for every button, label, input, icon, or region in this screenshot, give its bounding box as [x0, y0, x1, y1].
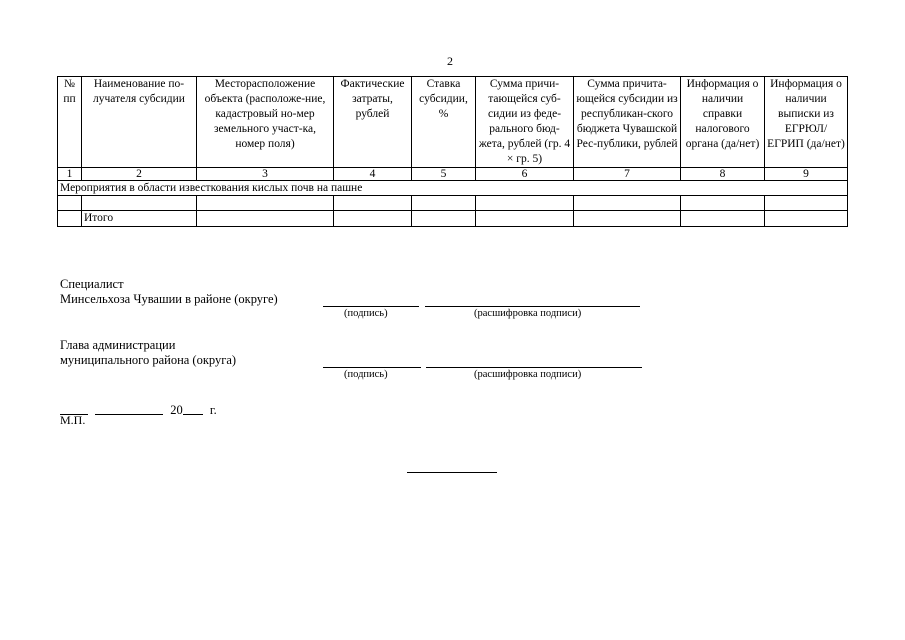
page-number: 2: [447, 54, 453, 68]
header-cell: Месторасположение объекта (расположе-ние, кадастровый но-мер земельного участ-ка, номер поля): [197, 77, 334, 168]
head-org: муниципального района (округа): [60, 353, 237, 367]
header-cell: Сумма причита-ющейся субсидии из республикан-ского бюджета Чувашской Рес-публики, рублей: [574, 77, 681, 168]
column-number: 3: [197, 168, 334, 181]
specialist-org: Минсельхоза Чувашии в районе (округе): [60, 292, 278, 306]
section-row: [58, 181, 848, 196]
column-number: 5: [412, 168, 476, 181]
specialist-signature-line: [323, 306, 419, 307]
head-decoding-caption: (расшифровка подписи): [474, 369, 582, 380]
year-blank: [183, 402, 203, 415]
specialist-title: Специалист: [60, 277, 124, 291]
total-label: Итого: [82, 211, 197, 227]
head-signature-caption: (подпись): [344, 369, 388, 380]
specialist-decoding-caption: (расшифровка подписи): [474, 308, 582, 319]
section-title: Мероприятия в области известкования кислых почв на пашне: [58, 181, 848, 196]
head-signature-line: [323, 367, 421, 368]
total-row: [58, 211, 848, 227]
table-row: [58, 196, 848, 211]
year-prefix: 20: [170, 403, 183, 417]
header-cell: Наименование по-лучателя субсидии: [82, 77, 197, 168]
column-number: 8: [681, 168, 765, 181]
column-number: 2: [82, 168, 197, 181]
month-blank: [95, 402, 163, 415]
header-cell: Ставка субсидии, %: [412, 77, 476, 168]
head-title: Глава администрации: [60, 338, 176, 352]
year-suffix: г.: [209, 403, 217, 417]
column-number: 1: [58, 168, 82, 181]
table-header-row: [58, 77, 848, 168]
column-number: 7: [574, 168, 681, 181]
header-cell: Сумма причи-тающейся суб-сидии из феде-рального бюд-жета, рублей (гр. 4 × гр. 5): [476, 77, 574, 168]
column-number: 9: [765, 168, 848, 181]
footer-separator: [407, 472, 497, 473]
specialist-decoding-line: [425, 306, 640, 307]
header-cell: Фактические затраты, рублей: [334, 77, 412, 168]
specialist-signature-caption: (подпись): [344, 308, 388, 319]
head-decoding-line: [426, 367, 642, 368]
header-cell: № пп: [58, 77, 82, 168]
header-cell: Информация о наличии справки налогового органа (да/нет): [681, 77, 765, 168]
stamp-label: М.П.: [60, 413, 86, 427]
subsidy-table: [57, 76, 848, 227]
header-cell: Информация о наличии выписки из ЕГРЮЛ/ ЕГРИП (да/нет): [765, 77, 848, 168]
column-number: 6: [476, 168, 574, 181]
column-numbers-row: [58, 168, 848, 181]
column-number: 4: [334, 168, 412, 181]
